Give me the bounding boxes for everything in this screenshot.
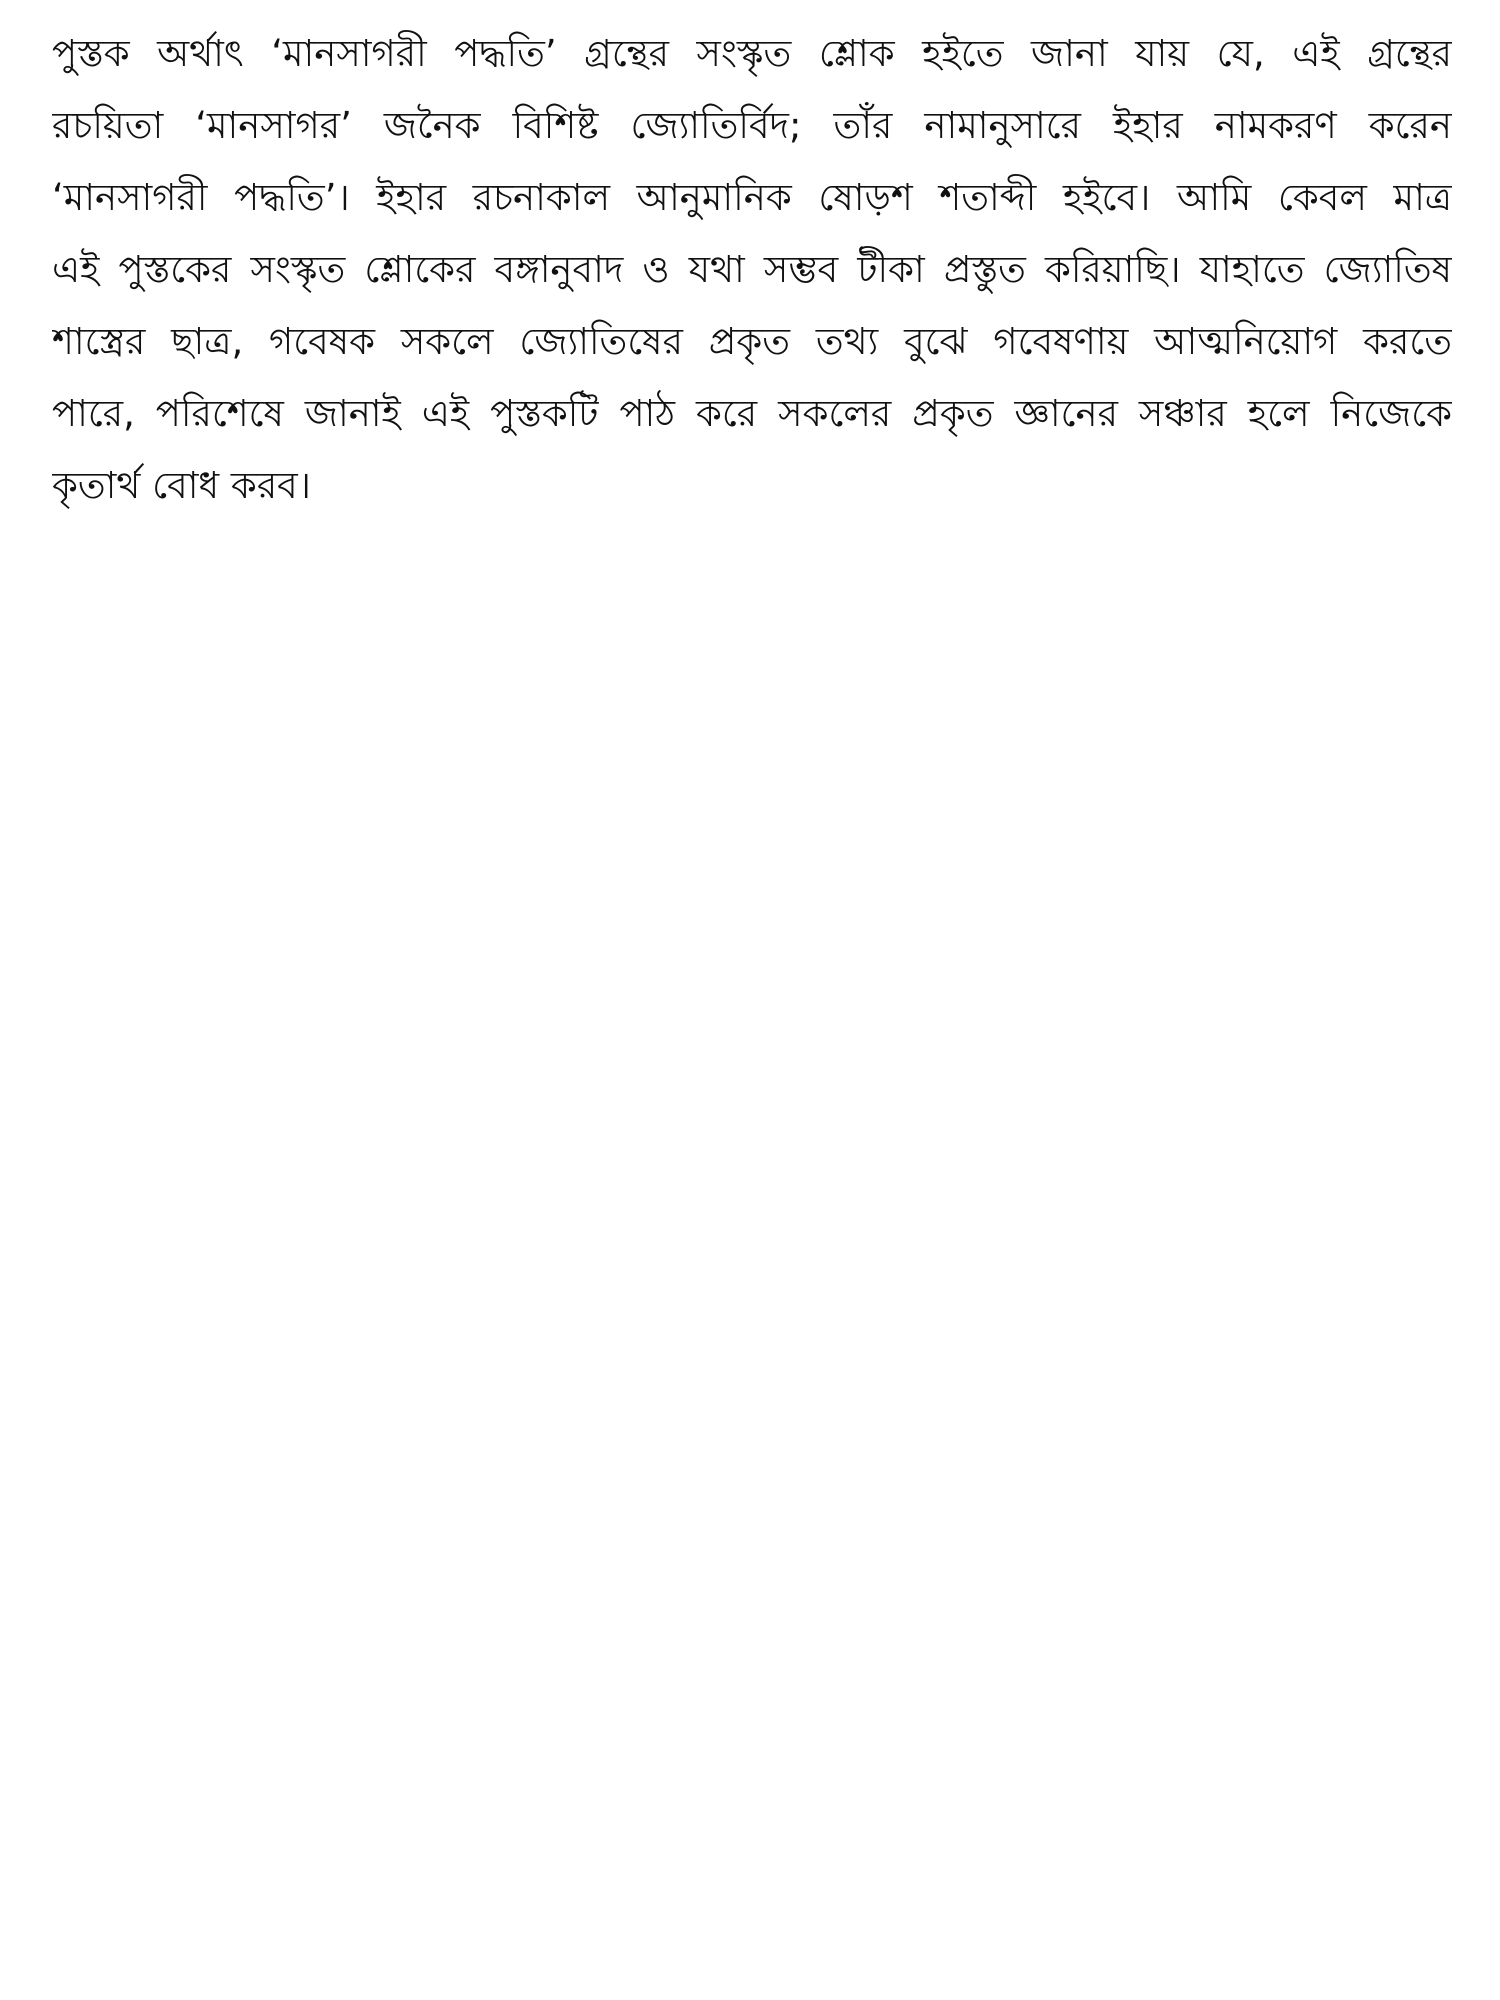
paragraph-line: পুস্তক অর্থাৎ ‘মানসাগরী পদ্ধতি’ গ্রন্থের সংস্কৃত শ্লোক হইতে জানা যায় যে, এই গ্রন্থের (52, 32, 1452, 75)
paragraph-line: কৃতার্থ বোধ করব। (52, 464, 311, 507)
paragraph-line: পারে, পরিশেষে জানাই এই পুস্তকটি পাঠ করে সকলের প্রকৃত জ্ঞানের সঞ্চার হলে নিজেকে (52, 392, 1452, 435)
paragraph-line: রচয়িতা ‘মানসাগর’ জনৈক বিশিষ্ট জ্যোতির্বিদ; তাঁর নামানুসারে ইহার নামকরণ করেন (52, 104, 1452, 147)
body-paragraph (52, 18, 1452, 522)
paragraph-line: এই পুস্তকের সংস্কৃত শ্লোকের বঙ্গানুবাদ ও যথা সম্ভব টীকা প্রস্তুত করিয়াছি। যাহাতে জ্যোতিষ (52, 248, 1452, 291)
paragraph-line: শাস্ত্রের ছাত্র, গবেষক সকলে জ্যোতিষের প্রকৃত তথ্য বুঝে গবেষণায় আত্মনিয়োগ করতে (52, 320, 1452, 363)
paragraph-line: ‘মানসাগরী পদ্ধতি’। ইহার রচনাকাল আনুমানিক ষোড়শ শতাব্দী হইবে। আমি কেবল মাত্র (52, 176, 1452, 219)
